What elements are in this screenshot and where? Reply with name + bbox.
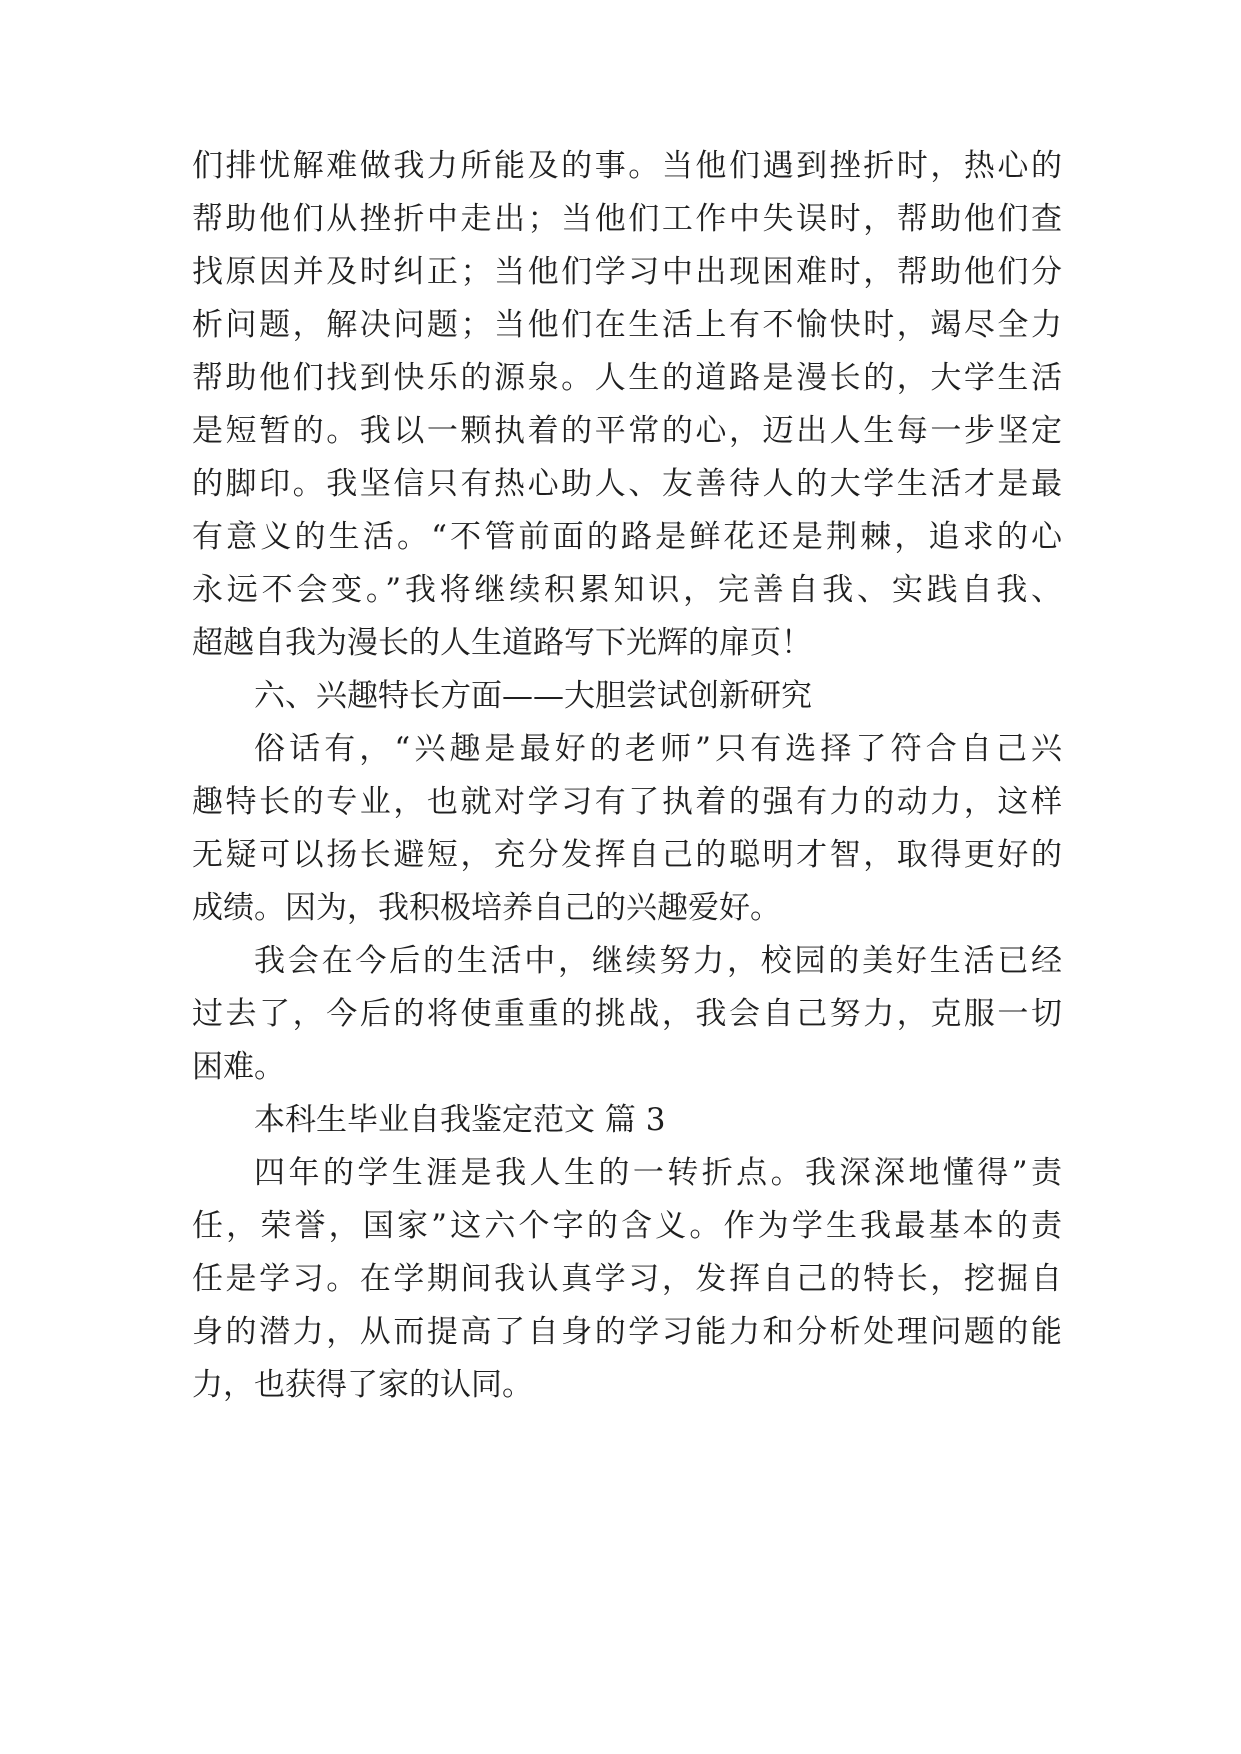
section-heading: 六、兴趣特长方面——大胆尝试创新研究 [254, 678, 812, 714]
text-line: 帮助他们从挫折中走出；当他们工作中失误时，帮助他们查 [192, 201, 1062, 237]
text-line: 超越自我为漫长的人生道路写下光辉的扉页！ [192, 625, 812, 661]
text-line: 力，也获得了家的认同。 [192, 1367, 533, 1403]
text-line: 们排忧解难做我力所能及的事。当他们遇到挫折时，热心的 [192, 148, 1062, 184]
text-line: 我会在今后的生活中，继续努力，校园的美好生活已经 [254, 943, 1062, 979]
text-line: 永远不会变。”我将继续积累知识，完善自我、实践自我、 [192, 572, 1062, 608]
article-heading: 本科生毕业自我鉴定范文 篇 3 [254, 1102, 666, 1138]
text-line: 帮助他们找到快乐的源泉。人生的道路是漫长的，大学生活 [192, 360, 1062, 396]
text-line: 找原因并及时纠正；当他们学习中出现困难时，帮助他们分 [192, 254, 1062, 290]
text-line: 过去了，今后的将使重重的挑战，我会自己努力，克服一切 [192, 996, 1062, 1032]
text-line: 俗话有，“兴趣是最好的老师”只有选择了符合自己兴 [254, 731, 1062, 767]
text-line: 是短暂的。我以一颗执着的平常的心，迈出人生每一步坚定 [192, 413, 1062, 449]
text-line: 困难。 [192, 1049, 285, 1085]
text-line: 趣特长的专业，也就对学习有了执着的强有力的动力，这样 [192, 784, 1062, 820]
text-line: 无疑可以扬长避短，充分发挥自己的聪明才智，取得更好的 [192, 837, 1062, 873]
text-line: 身的潜力，从而提高了自身的学习能力和分析处理问题的能 [192, 1314, 1062, 1350]
text-line: 四年的学生涯是我人生的一转折点。我深深地懂得”责 [254, 1155, 1062, 1191]
text-line: 析问题，解决问题；当他们在生活上有不愉快时，竭尽全力 [192, 307, 1062, 343]
text-line: 有意义的生活。“不管前面的路是鲜花还是荆棘，追求的心 [192, 519, 1062, 555]
text-line: 任，荣誉，国家”这六个字的含义。作为学生我最基本的责 [192, 1208, 1062, 1244]
text-line: 任是学习。在学期间我认真学习，发挥自己的特长，挖掘自 [192, 1261, 1062, 1297]
text-line: 成绩。因为，我积极培养自己的兴趣爱好。 [192, 890, 781, 926]
text-line: 的脚印。我坚信只有热心助人、友善待人的大学生活才是最 [192, 466, 1062, 502]
